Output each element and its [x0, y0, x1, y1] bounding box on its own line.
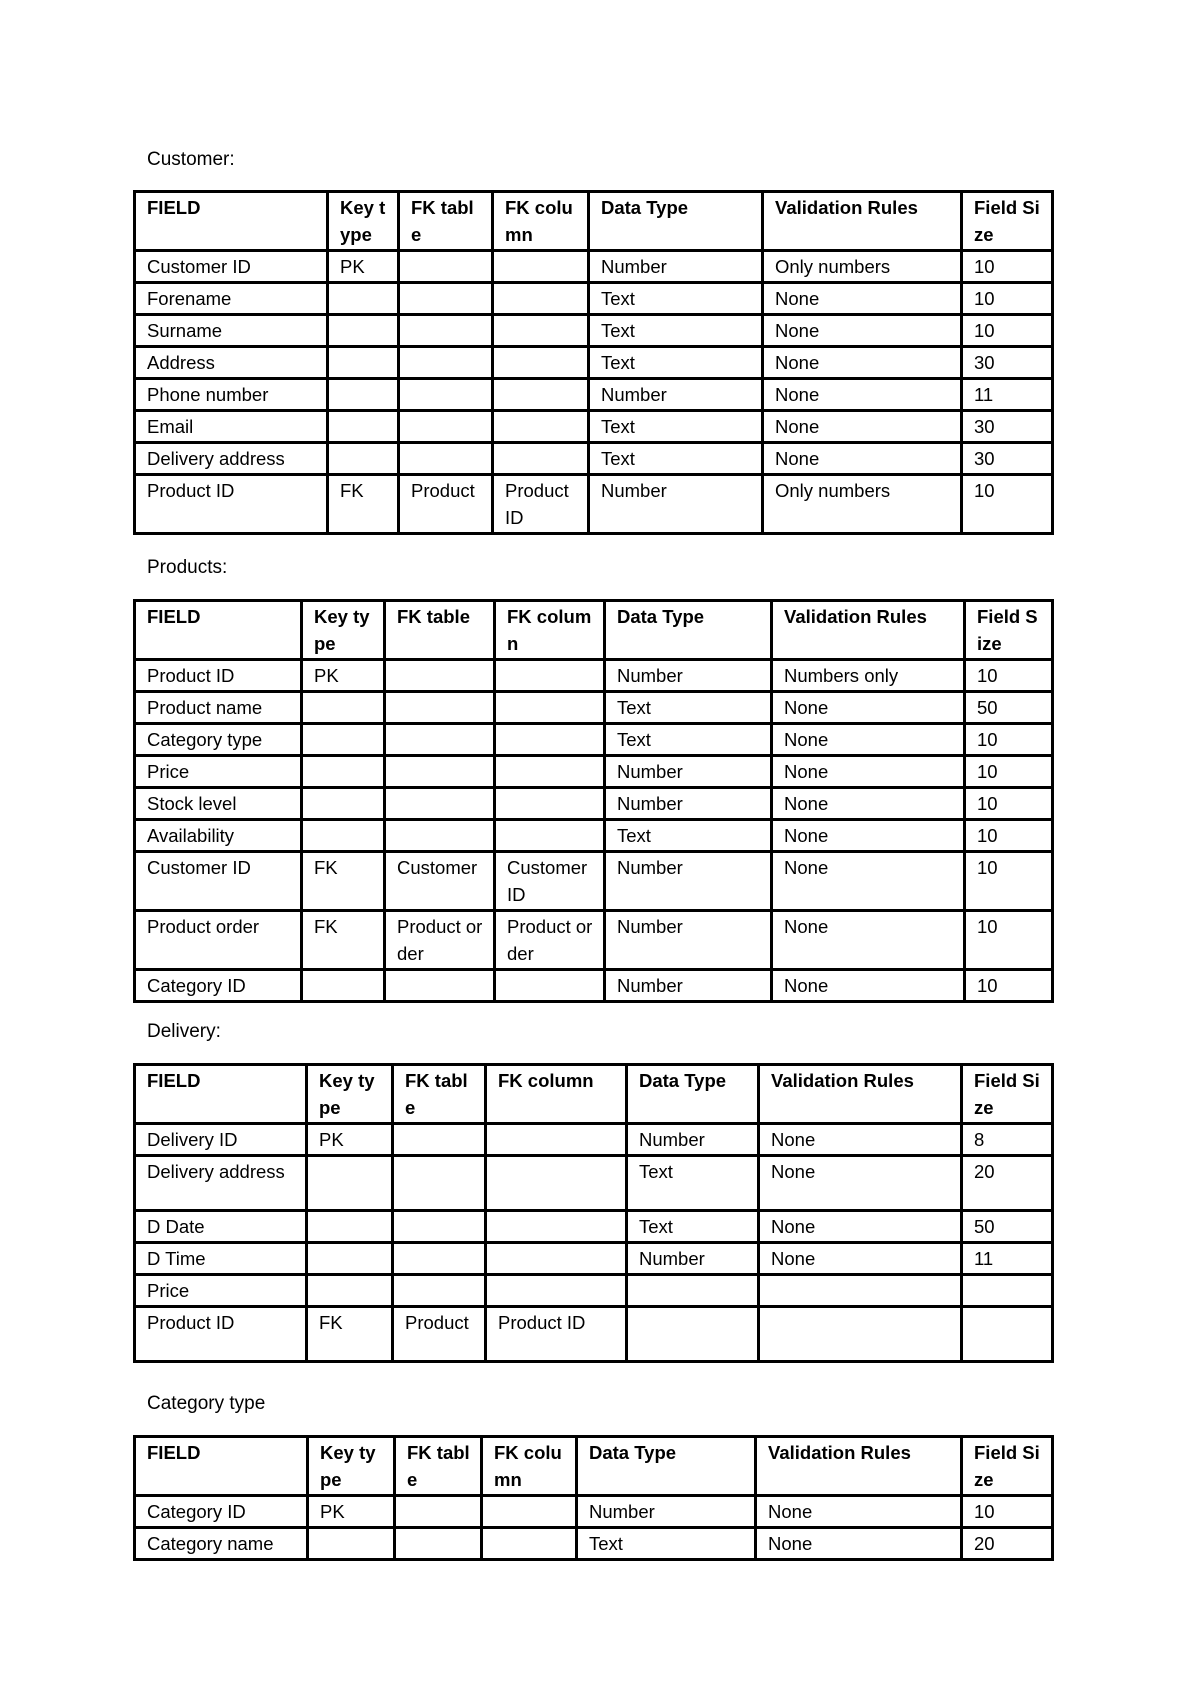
cell-fk-table [399, 443, 493, 475]
cell-fk-table: Product [393, 1307, 486, 1362]
cell-field-size: 8 [962, 1124, 1053, 1156]
cell-data-type: Number [605, 911, 772, 970]
cell-field: Product ID [135, 475, 328, 534]
cell-field: D Time [135, 1243, 307, 1275]
cell-fk-column [495, 660, 605, 692]
cell-field: Customer ID [135, 852, 302, 911]
cell-validation-rules: None [763, 379, 962, 411]
cell-fk-column [495, 724, 605, 756]
cell-field: Category type [135, 724, 302, 756]
cell-validation-rules: None [763, 315, 962, 347]
cell-fk-column [493, 347, 589, 379]
cell-validation-rules: None [759, 1124, 962, 1156]
cell-fk-table [385, 660, 495, 692]
col-header-fk-table: FK table [399, 192, 493, 251]
cell-key-type [328, 443, 399, 475]
cell-field-size: 10 [965, 820, 1053, 852]
cell-field-size: 30 [962, 347, 1053, 379]
cell-data-type: Text [627, 1156, 759, 1211]
col-header-key-type: Key type [307, 1065, 393, 1124]
cell-data-type: Number [605, 788, 772, 820]
col-header-validation-rules: Validation Rules [756, 1437, 962, 1496]
cell-fk-column [493, 283, 589, 315]
cell-key-type: PK [307, 1124, 393, 1156]
products-table [133, 599, 1054, 1003]
cell-field-size: 20 [962, 1528, 1053, 1560]
cell-fk-column [493, 251, 589, 283]
cell-key-type [307, 1243, 393, 1275]
cell-validation-rules: None [772, 788, 965, 820]
cell-key-type: FK [302, 911, 385, 970]
cell-field-size [962, 1307, 1053, 1362]
cell-fk-table [399, 283, 493, 315]
table-row [135, 660, 1053, 692]
table-row [135, 379, 1053, 411]
cell-validation-rules: None [763, 347, 962, 379]
table-row [135, 820, 1053, 852]
cell-field-size: 10 [962, 475, 1053, 534]
table-row [135, 1211, 1053, 1243]
cell-field: Category ID [135, 970, 302, 1002]
cell-fk-table [395, 1496, 482, 1528]
table-row [135, 724, 1053, 756]
cell-fk-column [486, 1275, 627, 1307]
cell-validation-rules: None [756, 1528, 962, 1560]
customer-table [133, 190, 1054, 535]
cell-validation-rules: None [763, 411, 962, 443]
cell-fk-column: Product order [495, 911, 605, 970]
cell-validation-rules: Numbers only [772, 660, 965, 692]
cell-fk-column [495, 756, 605, 788]
cell-fk-table [385, 756, 495, 788]
cell-data-type: Text [627, 1211, 759, 1243]
cell-fk-column [493, 443, 589, 475]
cell-fk-table [399, 411, 493, 443]
cell-key-type [328, 379, 399, 411]
cell-data-type: Number [589, 475, 763, 534]
col-header-data-type: Data Type [577, 1437, 756, 1496]
cell-fk-column: Customer ID [495, 852, 605, 911]
table-row [135, 347, 1053, 379]
table-row [135, 1156, 1053, 1211]
cell-validation-rules: None [772, 724, 965, 756]
cell-fk-table [393, 1211, 486, 1243]
cell-fk-column [495, 788, 605, 820]
cell-field: Customer ID [135, 251, 328, 283]
col-header-key-type: Key type [308, 1437, 395, 1496]
col-header-field: FIELD [135, 192, 328, 251]
col-header-fk-column: FK column [482, 1437, 577, 1496]
cell-key-type [302, 724, 385, 756]
cell-key-type: PK [328, 251, 399, 283]
cell-field-size: 11 [962, 1243, 1053, 1275]
table-row [135, 756, 1053, 788]
cell-field-size: 10 [965, 911, 1053, 970]
cell-fk-table [393, 1275, 486, 1307]
cell-key-type [328, 411, 399, 443]
table-row [135, 1307, 1053, 1362]
cell-fk-column [482, 1496, 577, 1528]
customer-section-title: Customer: [147, 149, 235, 170]
col-header-field: FIELD [135, 1437, 308, 1496]
cell-key-type [308, 1528, 395, 1560]
cell-fk-table [385, 788, 495, 820]
cell-data-type: Text [589, 411, 763, 443]
table-row [135, 1124, 1053, 1156]
col-header-validation-rules: Validation Rules [759, 1065, 962, 1124]
cell-field: Stock level [135, 788, 302, 820]
col-header-data-type: Data Type [605, 601, 772, 660]
cell-fk-column [495, 692, 605, 724]
table-row [135, 852, 1053, 911]
cell-field-size [962, 1275, 1053, 1307]
cell-data-type: Text [589, 315, 763, 347]
cell-field-size: 10 [965, 970, 1053, 1002]
category-section-title: Category type [147, 1393, 266, 1414]
col-header-validation-rules: Validation Rules [772, 601, 965, 660]
cell-key-type [307, 1275, 393, 1307]
cell-field-size: 20 [962, 1156, 1053, 1211]
cell-validation-rules: None [759, 1243, 962, 1275]
cell-data-type: Number [605, 756, 772, 788]
cell-data-type: Number [577, 1496, 756, 1528]
cell-field-size: 10 [962, 315, 1053, 347]
col-header-field: FIELD [135, 601, 302, 660]
cell-field-size: 10 [965, 660, 1053, 692]
delivery-table [133, 1063, 1054, 1363]
col-header-fk-column: FK column [495, 601, 605, 660]
delivery-header-row [135, 1065, 1053, 1124]
cell-field: Delivery ID [135, 1124, 307, 1156]
cell-data-type: Text [605, 820, 772, 852]
cell-field: Price [135, 1275, 307, 1307]
cell-validation-rules: None [759, 1211, 962, 1243]
products-header-row [135, 601, 1053, 660]
cell-fk-column [495, 820, 605, 852]
cell-field: Forename [135, 283, 328, 315]
cell-field: Category ID [135, 1496, 308, 1528]
table-row [135, 443, 1053, 475]
cell-validation-rules: None [772, 756, 965, 788]
cell-field-size: 11 [962, 379, 1053, 411]
table-row [135, 692, 1053, 724]
table-row [135, 411, 1053, 443]
cell-validation-rules: None [772, 692, 965, 724]
cell-key-type [328, 283, 399, 315]
cell-validation-rules: Only numbers [763, 475, 962, 534]
col-header-fk-table: FK table [395, 1437, 482, 1496]
category-table [133, 1435, 1054, 1561]
cell-fk-column [495, 970, 605, 1002]
cell-field: Category name [135, 1528, 308, 1560]
cell-field: Product ID [135, 660, 302, 692]
cell-field: Availability [135, 820, 302, 852]
col-header-fk-table: FK table [385, 601, 495, 660]
cell-validation-rules: None [772, 852, 965, 911]
cell-field: D Date [135, 1211, 307, 1243]
cell-fk-table [395, 1528, 482, 1560]
cell-data-type: Text [605, 724, 772, 756]
customer-header-row [135, 192, 1053, 251]
cell-data-type: Text [577, 1528, 756, 1560]
cell-validation-rules: None [756, 1496, 962, 1528]
cell-field: Delivery address [135, 1156, 307, 1211]
cell-key-type [302, 788, 385, 820]
delivery-section-title: Delivery: [147, 1021, 221, 1042]
products-section-title: Products: [147, 557, 228, 578]
cell-key-type [302, 692, 385, 724]
cell-validation-rules: None [763, 443, 962, 475]
cell-key-type: PK [302, 660, 385, 692]
cell-field: Address [135, 347, 328, 379]
col-header-field-size: Field Size [965, 601, 1053, 660]
cell-data-type: Number [605, 970, 772, 1002]
cell-fk-column [486, 1124, 627, 1156]
cell-fk-table [393, 1243, 486, 1275]
table-row [135, 283, 1053, 315]
col-header-field-size: Field Size [962, 1065, 1053, 1124]
table-row [135, 970, 1053, 1002]
cell-key-type [302, 756, 385, 788]
cell-validation-rules: None [772, 911, 965, 970]
cell-data-type [627, 1307, 759, 1362]
cell-fk-table [399, 379, 493, 411]
cell-field: Delivery address [135, 443, 328, 475]
cell-field-size: 10 [962, 1496, 1053, 1528]
col-header-fk-column: FK column [486, 1065, 627, 1124]
cell-validation-rules: None [763, 283, 962, 315]
cell-data-type: Text [605, 692, 772, 724]
cell-key-type [328, 315, 399, 347]
category-header-row [135, 1437, 1053, 1496]
cell-fk-table: Product order [385, 911, 495, 970]
cell-field: Price [135, 756, 302, 788]
cell-fk-column [486, 1243, 627, 1275]
cell-field: Phone number [135, 379, 328, 411]
cell-field-size: 30 [962, 443, 1053, 475]
col-header-fk-table: FK table [393, 1065, 486, 1124]
cell-data-type: Text [589, 443, 763, 475]
cell-fk-column [493, 315, 589, 347]
cell-fk-column [486, 1211, 627, 1243]
cell-validation-rules: Only numbers [763, 251, 962, 283]
cell-field: Surname [135, 315, 328, 347]
cell-fk-table [385, 970, 495, 1002]
col-header-validation-rules: Validation Rules [763, 192, 962, 251]
cell-fk-table: Product [399, 475, 493, 534]
cell-data-type: Text [589, 347, 763, 379]
col-header-field: FIELD [135, 1065, 307, 1124]
cell-data-type: Text [589, 283, 763, 315]
col-header-field-size: Field Size [962, 192, 1053, 251]
table-row [135, 788, 1053, 820]
table-row [135, 315, 1053, 347]
cell-fk-column: Product ID [486, 1307, 627, 1362]
cell-key-type: FK [328, 475, 399, 534]
table-row [135, 1528, 1053, 1560]
cell-field: Product order [135, 911, 302, 970]
cell-field: Product name [135, 692, 302, 724]
cell-fk-table [385, 820, 495, 852]
cell-fk-column [493, 411, 589, 443]
cell-fk-table [399, 347, 493, 379]
cell-validation-rules: None [772, 820, 965, 852]
cell-fk-table [393, 1156, 486, 1211]
cell-fk-column: Product ID [493, 475, 589, 534]
cell-data-type: Number [627, 1243, 759, 1275]
cell-fk-table [399, 251, 493, 283]
cell-fk-table [399, 315, 493, 347]
cell-field-size: 10 [965, 756, 1053, 788]
cell-key-type: PK [308, 1496, 395, 1528]
cell-key-type [328, 347, 399, 379]
cell-fk-table [393, 1124, 486, 1156]
table-row [135, 251, 1053, 283]
cell-key-type: FK [307, 1307, 393, 1362]
cell-field-size: 30 [962, 411, 1053, 443]
cell-key-type [302, 970, 385, 1002]
cell-fk-column [482, 1528, 577, 1560]
cell-key-type [307, 1156, 393, 1211]
cell-data-type [627, 1275, 759, 1307]
col-header-key-type: Key type [302, 601, 385, 660]
cell-field-size: 50 [962, 1211, 1053, 1243]
table-row [135, 1496, 1053, 1528]
cell-data-type: Number [605, 852, 772, 911]
cell-key-type [302, 820, 385, 852]
cell-fk-table [385, 724, 495, 756]
col-header-key-type: Key type [328, 192, 399, 251]
cell-validation-rules [759, 1275, 962, 1307]
col-header-fk-column: FK column [493, 192, 589, 251]
table-row [135, 1275, 1053, 1307]
cell-key-type: FK [302, 852, 385, 911]
table-row [135, 1243, 1053, 1275]
cell-validation-rules [759, 1307, 962, 1362]
table-row [135, 911, 1053, 970]
cell-field-size: 50 [965, 692, 1053, 724]
cell-field-size: 10 [965, 852, 1053, 911]
cell-data-type: Number [589, 251, 763, 283]
cell-fk-table: Customer [385, 852, 495, 911]
cell-field-size: 10 [962, 283, 1053, 315]
table-row [135, 475, 1053, 534]
col-header-data-type: Data Type [589, 192, 763, 251]
cell-data-type: Number [589, 379, 763, 411]
cell-key-type [307, 1211, 393, 1243]
col-header-data-type: Data Type [627, 1065, 759, 1124]
cell-field-size: 10 [965, 788, 1053, 820]
col-header-field-size: Field Size [962, 1437, 1053, 1496]
cell-field: Product ID [135, 1307, 307, 1362]
cell-fk-table [385, 692, 495, 724]
cell-validation-rules: None [759, 1156, 962, 1211]
cell-fk-column [493, 379, 589, 411]
cell-field-size: 10 [965, 724, 1053, 756]
cell-fk-column [486, 1156, 627, 1211]
cell-data-type: Number [627, 1124, 759, 1156]
cell-field: Email [135, 411, 328, 443]
cell-validation-rules: None [772, 970, 965, 1002]
cell-field-size: 10 [962, 251, 1053, 283]
cell-data-type: Number [605, 660, 772, 692]
